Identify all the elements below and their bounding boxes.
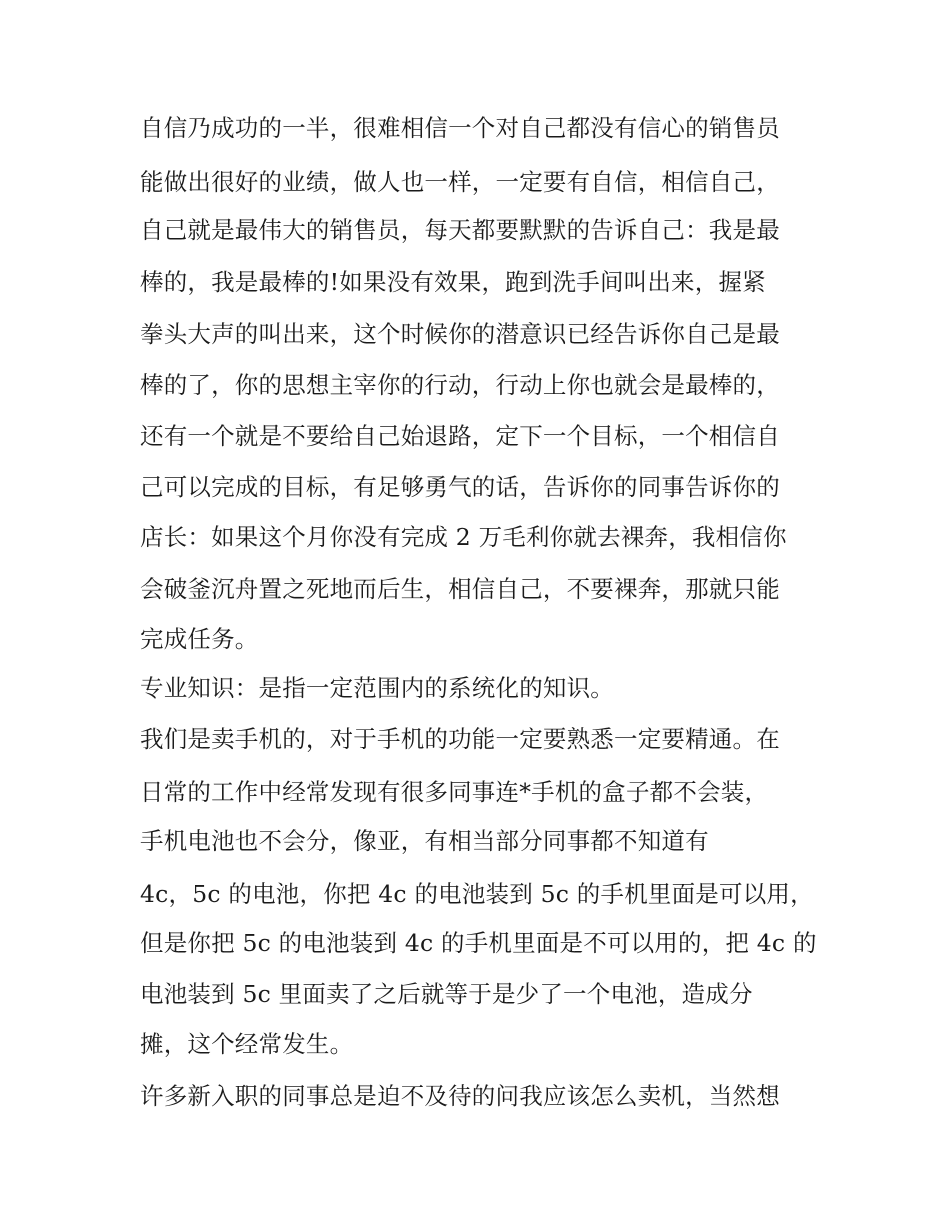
- paragraph-line: 店长：如果这个月你没有完成 2 万毛利你就去裸奔，我相信你: [140, 523, 787, 551]
- paragraph-line: 完成任务。: [140, 625, 259, 653]
- paragraph-line: 拳头大声的叫出来，这个时候你的潜意识已经告诉你自己是最: [140, 320, 780, 348]
- paragraph-line: 能做出很好的业绩，做人也一样，一定要有自信，相信自己，: [140, 168, 780, 196]
- paragraph-line: 会破釜沉舟置之死地而后生，相信自己，不要裸奔，那就只能: [140, 575, 780, 603]
- paragraph-line: 但是你把 5c 的电池装到 4c 的手机里面是不可以用的，把 4c 的: [140, 929, 817, 957]
- paragraph-line: 电池装到 5c 里面卖了之后就等于是少了一个电池，造成分: [140, 980, 753, 1008]
- section-heading: 专业知识：是指一定范围内的系统化的知识。: [140, 674, 614, 702]
- paragraph-line: 许多新入职的同事总是迫不及待的问我应该怎么卖机，当然想: [140, 1082, 780, 1110]
- paragraph-line: 摊，这个经常发生。: [140, 1030, 354, 1058]
- paragraph-line: 棒的，我是最棒的!如果没有效果，跑到洗手间叫出来，握紧: [140, 268, 766, 296]
- paragraph-line: 4c，5c 的电池，你把 4c 的电池装到 5c 的手机里面是可以用，: [140, 880, 814, 908]
- paragraph-line: 自信乃成功的一半，很难相信一个对自己都没有信心的销售员: [140, 114, 780, 142]
- paragraph-line: 自己就是最伟大的销售员，每天都要默默的告诉自己：我是最: [140, 216, 780, 244]
- paragraph-line: 还有一个就是不要给自己始退路，定下一个目标，一个相信自: [140, 422, 780, 450]
- paragraph-line: 己可以完成的目标，有足够勇气的话，告诉你的同事告诉你的: [140, 473, 780, 501]
- paragraph-line: 日常的工作中经常发现有很多同事连*手机的盒子都不会装，: [140, 778, 769, 806]
- paragraph-line: 棒的了，你的思想主宰你的行动，行动上你也就会是最棒的，: [140, 371, 780, 399]
- paragraph-line: 我们是卖手机的，对于手机的功能一定要熟悉一定要精通。在: [140, 725, 780, 753]
- paragraph-line: 手机电池也不会分，像亚，有相当部分同事都不知道有: [140, 827, 709, 855]
